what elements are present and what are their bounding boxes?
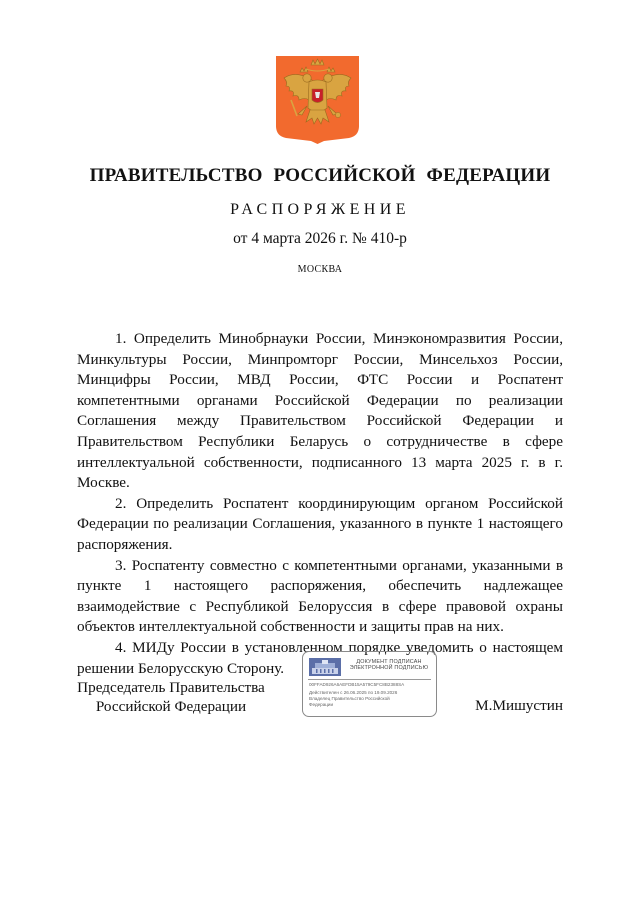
signatory-name: М.Мишустин — [475, 697, 563, 714]
document-city: МОСКВА — [297, 264, 343, 275]
stamp-certificate: 00FFAD926A6AEFDB15A579C5FC8B2388SA — [309, 682, 405, 687]
paragraph-2: 2. Определить Роспатент координирующим органом Российской Федерации по реализации Соглашения, указанного в пункте 1 настоящего распоряжения. — [77, 494, 563, 553]
russian-coat-of-arms-icon — [276, 56, 359, 144]
document-date-number: от 4 марта 2026 г. № 410-р — [233, 230, 407, 247]
stamp-title-line1: ДОКУМЕНТ ПОДПИСАН — [356, 659, 422, 665]
paragraph-4: 4. МИДу России в установленном порядке уведомить о настоящем решении Белорусскую Сторону. — [77, 638, 563, 677]
stamp-owner-line1: Владелец Правительство Российской — [309, 696, 390, 701]
electronic-signature-stamp — [302, 651, 437, 717]
stamp-divider — [308, 679, 431, 680]
coat-of-arms-emblem — [276, 56, 359, 144]
paragraph-3: 3. Роспатенту совместно с компетентными органами, указанными в пункте 1 настоящего распоряжения, обеспечить надлежащее взаимодействие с Республикой Белоруссия в сфере правовой охраны объектов интеллектуальной собственности и защиты прав на них. — [77, 556, 563, 636]
stamp-title-line2: ЭЛЕКТРОННОЙ ПОДПИСЬЮ — [349, 665, 429, 672]
stamp-owner-line2: Федерации — [309, 702, 334, 707]
stamp-validity: Действителен с 26.06.2025 по 19.09.2026 — [309, 690, 398, 695]
signatory-position — [60, 678, 282, 716]
signatory-position-line2: Российской Федерации — [95, 698, 247, 715]
signatory-position-line1: Председатель Правительства — [77, 679, 265, 696]
stamp-title — [343, 659, 435, 672]
document-body — [77, 329, 563, 679]
paragraph-1: 1. Определить Минобрнауки России, Минэкономразвития России, Минкультуры России, Минпромторг России, Минсельхоз России, Минцифры России, МВД России, ФТС России и Роспатент компетентными органами Российской Федерации по реализации Соглашения между Правительством Российской Федерации и Правительством Республики Беларусь о сотрудничестве в сфере интеллектуальной собственности, подписанного 13 марта 2025 г. в г. Москве. — [77, 330, 563, 492]
government-building-icon — [309, 658, 341, 676]
document-type: РАСПОРЯЖЕНИЕ — [230, 201, 410, 218]
government-title: ПРАВИТЕЛЬСТВО РОССИЙСКОЙ ФЕДЕРАЦИИ — [89, 165, 551, 186]
